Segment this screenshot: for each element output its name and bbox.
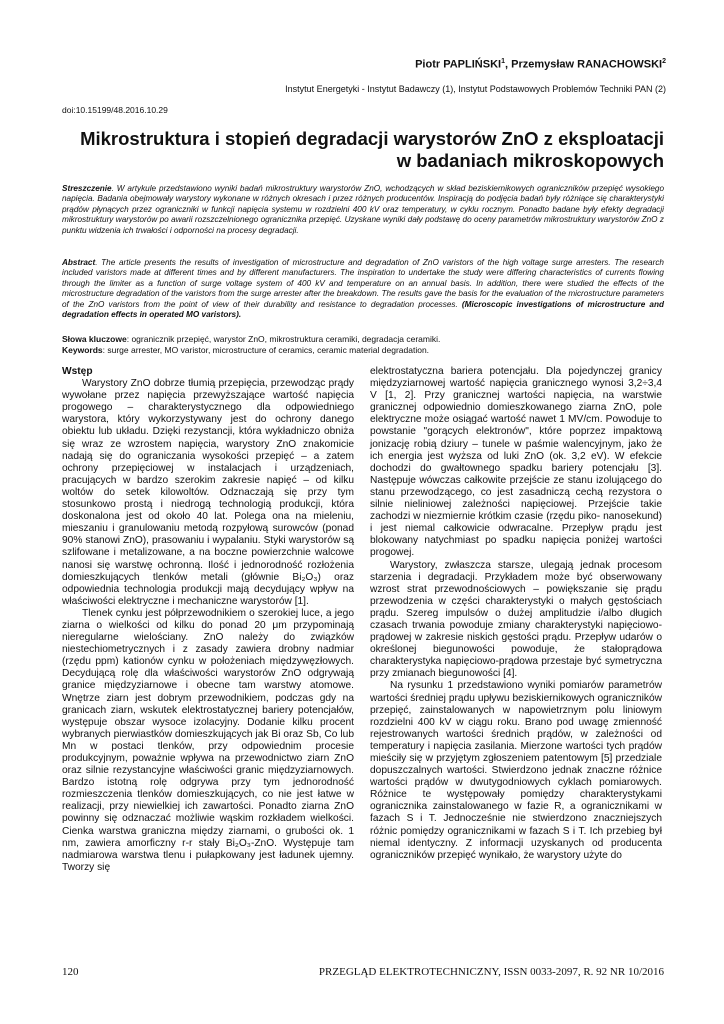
paragraph: Warystory, zwłaszcza starsze, ulegają jednak procesom starzenia i degradacji. Przykładem może być obserwowany wzrost strat przewodnościowych – powiększanie się prądu przewodzenia w części charakterystyki o małych gęstościach prądu. Szereg impulsów o dużej amplitudzie i/albo długich czasach trwania powoduje zmiany charakterystyki napięciowo-prądowej w zakresie niskich gęstości prądu. Przepływ udarów o określonej biegunowości powoduje, że stałoprądowa charakterystyka napięciowo-prądowa przestaje być symetryczna przy zmianach biegunowości [4]. <box>370 559 662 680</box>
section-heading: Wstęp <box>62 366 93 377</box>
abstract-pl <box>62 184 664 236</box>
paper-title: Mikrostruktura i stopień degradacji warystorów ZnO z eksploatacji w badaniach mikroskopowych <box>80 128 664 171</box>
abstract-pl-text: . W artykule przedstawiono wyniki badań mikrostruktury warystorów ZnO, wchodzących w skład beziskiernikowych ograniczników przepięć wysokiego napięcia. Badania obejmowały warystory wykonane w różnych okresach i przez różnych producentów. Inspiracją do podjęcia badań były różniące się charakterystyki prądów płynących przez ograniczniki w funkcji napięcia systemu w rozdzielni 400 kV oraz temperatury, w cyklu rocznym. Ponadto badane były efekty degradacji mikrostruktury warystorów po awarii rozszczelnionego ogranicznika przepięć. Uzyskane wyniki dały podstawę do oceny parametrów mikrostruktury warystorów ZnO z punktu widzenia ich trwałości i odporności na procesy degradacji. <box>62 184 664 235</box>
keywords-block <box>62 334 664 356</box>
keywords-en <box>62 345 664 356</box>
abstract-en-label: Abstract <box>62 258 96 267</box>
keywords-en-label: Keywords <box>62 345 103 355</box>
body-column-left <box>62 366 354 874</box>
abstract-en-title: (Microscopic investigations of microstructure and degradation effects in operated MO varistors). <box>62 299 664 320</box>
paragraph: Warystory ZnO dobrze tłumią przepięcia, przewodząc prądy wywołane przez napięcia przewyższające wartość napięcia progowego – charakterystycznego dla odpowiedniego warystora, który wykorzystywany jest do ochrony danego obiektu lub układu. Dzięki rezystancji, która wykładniczo obniża się wraz ze wzrostem napięcia, warystory ZnO znakomicie nadają się do ograniczania wysokości przepięć – a zatem ochrony przepięciowej w instalacjach i urządzeniach, pracujących w bardzo szerokim zakresie napięć – od kilku woltów do setek kilowoltów. Odznaczają się przy tym stosunkowo prostą i niedrogą technologią produkcji, która doskonalona jest od około 40 lat. Polega ona na mieleniu, mieszaniu i granulowaniu metodą rozpyłową surowców (ponad 90% stanowi ZnO), prasowaniu i wypalaniu. Styki warystorów są szlifowane i metalizowane, a na boczne powierzchnie walcowe nanosi się warstwę ochronną. Ilość i jednorodność rozłożenia domieszkujących tlenków metali (głównie Bi₂O₃) oraz odpowiednia technologia produkcji mają decydujący wpływ na właściwości elektryczne i mechaniczne warystorów [1]. <box>62 378 354 607</box>
abstract-en <box>62 258 664 320</box>
affiliation: Instytut Energetyki - Instytut Badawczy (1), Instytut Podstawowych Problemów Techniki PAN (2) <box>285 84 666 94</box>
paragraph: elektrostatyczna bariera potencjału. Dla pojedynczej granicy międzyziarnowej wartość napięcia granicznego wynosi 3,2÷3,4 V [1, 2]. Przy granicznej wartości napięcia, na warstwie granicznej odpowiednio domieszkowanego ziarna ZnO, pole elektryczne może osiągać wartość nawet 1 MV/cm. Powoduje to powstanie "gorących elektronów", które poprzez impaktową jonizację robią dziury – tunele w paśmie walencyjnym, jako że ich energia jest wyższa od luki ZnO (ok. 3,2 eV). W efekcie dochodzi do gwałtownego spadku bariery potencjału [3]. Następuje wówczas całkowite przejście ze stanu izolującego do stanu przewodzącego, co jest zasadniczą cechą rezystora o silnie nieliniowej zależności napięciowej. Przejście takie zachodzi w niezmiernie krótkim czasie (rzędu piko- nanosekund) i jest niemal całkowicie odwracalne. Przepływ prądu jest blokowany natychmiast po spadku napięcia poniżej wartości progowej. <box>370 366 662 559</box>
keywords-pl-label: Słowa kluczowe <box>62 334 127 344</box>
author-2-affiliation-mark: 2 <box>662 58 666 65</box>
author-separator: , <box>504 58 512 71</box>
keywords-en-text: : surge arrester, MO varistor, microstructure of ceramics, ceramic material degradation. <box>102 345 430 355</box>
author-1: Piotr PAPLIŃSKI <box>415 58 502 71</box>
paragraph: Na rysunku 1 przedstawiono wyniki pomiarów parametrów wartości średniej prądu upływu beziskiernikowych ograniczników przepięć, zainstalowanych w napowietrznym polu liniowym rozdzielni 400 kV w ciągu roku. Brano pod uwagę zmienność rejestrowanych wartości średnich prądów, w zależności od temperatury i napięcia zasilania. Mierzone wartości tych prądów mieściły się w przyjętym zgłoszeniem patentowym [5] przedziale dopuszczalnych wartości. Stwierdzono jednak znaczne różnice wartości prądów w dwutygodniowych cyklach pomiarowych. Różnice te występowały pomiędzy charakterystykami ogranicznika zainstalowanego w fazie R, a ogranicznikami w fazach S i T. Jednocześnie nie stwierdzono znaczniejszych różnic pomiędzy ogranicznikami w fazach S i T. Ich przebieg był niemal identyczny. Z informacji uzyskanych od producenta ograniczników przepięć wynikało, że warystory użyte do <box>370 680 662 861</box>
keywords-pl <box>62 334 664 345</box>
author-2: Przemysław RANACHOWSKI <box>511 58 663 71</box>
keywords-pl-text: : ogranicznik przepięć, warystor ZnO, mikrostruktura ceramiki, degradacja ceramiki. <box>126 334 441 344</box>
authors-line <box>415 58 666 71</box>
journal-footer: PRZEGLĄD ELEKTROTECHNICZNY, ISSN 0033-2097, R. 92 NR 10/2016 <box>318 966 664 978</box>
page-number: 120 <box>62 966 79 978</box>
paragraph: Tlenek cynku jest półprzewodnikiem o szerokiej luce, a jego ziarna o wielkości od kilku do ponad 20 μm przypominają nieregularne wielościany. ZnO należy do związków niestechiometrycznych i z zasady zawiera drobny nadmiar (rzędu ppm) kationów cynku w położeniach międzywęzłowych. Decydującą rolę dla właściwości warystorów ZnO odgrywają granice międzyziarnowe i obecne tam warstwy atomowe. Wnętrze ziarn jest dobrym przewodnikiem, podczas gdy na granicach ziarn, wskutek elektrostatycznej bariery potencjałów, występuje obszar wysoce izolacyjny. Dodanie kilku procent wybranych pierwiastków domieszkujących jak Bi oraz Sb, Co lub Mn w postaci tlenków, przy odpowiednim procesie produkcyjnym, poważnie wpływa na przewodnictwo ziarn ZnO oraz silnie rezystancyjne właściwości granic międzyziarnowych. Bardzo istotną rolę odgrywa przy tym jednorodność rozmieszczenia tlenków domieszkujących, co nie jest łatwe w realizacji, przy niewielkiej ich zawartości. Ponadto ziarna ZnO powinny się odznaczać możliwie wąskim rozkładem wielkości. Cienka warstwa graniczna między ziarnami, o grubości ok. 1 nm, zawiera amorficzny r-r stały Bi₂O₃-ZnO. Występuje tam nadmiarowa warstwa tlenu i pułapkowany jest ładunek ujemny. Tworzy się <box>62 607 354 873</box>
body-column-right <box>370 366 662 862</box>
abstract-pl-label: Streszczenie <box>62 184 112 193</box>
author-1-affiliation-mark: 1 <box>501 58 505 65</box>
doi: doi:10.15199/48.2016.10.29 <box>62 105 168 115</box>
abstract-en-text: . The article presents the results of investigation of microstructure and degradation of ZnO varistors of the high voltage surge arresters. The research included varistors made at different times and by different manufacturers. The inspiration to undertake the study were differing characteristics of currents flowing through the limiter as a function of surge voltage system of 400 kV and temperature on an annual basis. In addition, there were studied the effects of the microstructure degradation of the varistors from the surge arrester after the breakdown. The results gave the basis for the evaluation of the microstructure parameters of the ZnO varistors from the point of view of their durability and resistance to degradation processes. <box>62 258 664 309</box>
